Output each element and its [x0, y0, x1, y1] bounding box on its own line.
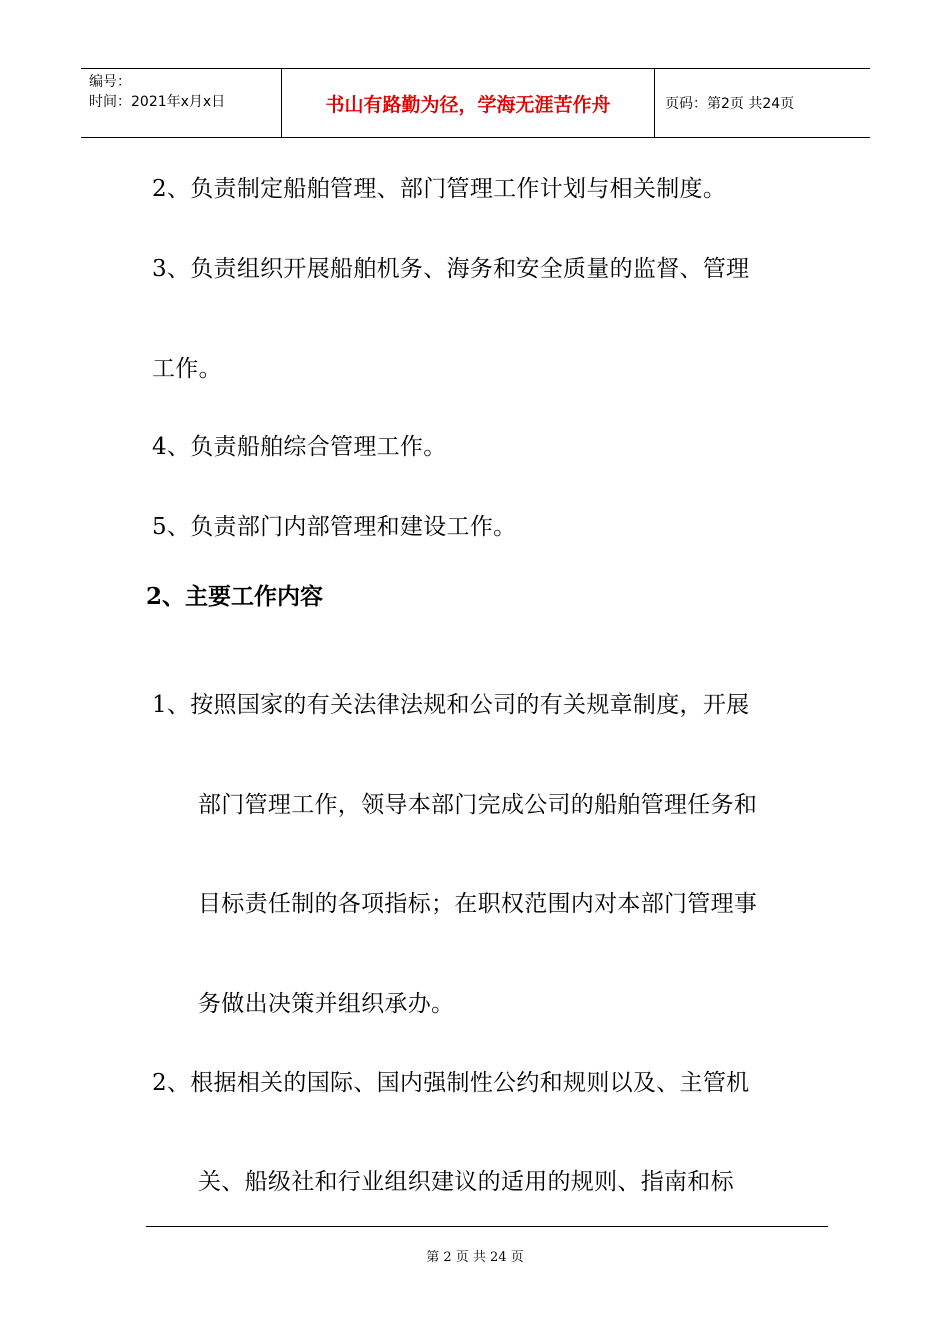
work-item-1-line-3: 目标责任制的各项指标；在职权范围内对本部门管理事: [198, 891, 758, 917]
work-item-2-line-2: 关、船级社和行业组织建议的适用的规则、指南和标: [198, 1169, 734, 1195]
duty-item-3-line-1: 3、负责组织开展船舶机务、海务和安全质量的监督、管理: [152, 256, 750, 282]
header-page-info: 页码：第2页 共24页: [665, 96, 795, 112]
duty-item-5: 5、负责部门内部管理和建设工作。: [152, 514, 517, 540]
footer-divider: [146, 1226, 828, 1227]
document-header: [81, 68, 870, 138]
section-heading: 2、主要工作内容: [146, 583, 324, 610]
duty-item-4: 4、负责船舶综合管理工作。: [152, 434, 447, 460]
duty-item-3-line-2: 工作。: [152, 356, 222, 382]
document-number-label: 编号：: [89, 74, 131, 90]
header-motto: 书山有路勤为径，学海无涯苦作舟: [325, 93, 611, 116]
header-motto-cell: [282, 69, 655, 137]
duty-item-2: 2、负责制定船舶管理、部门管理工作计划与相关制度。: [152, 176, 727, 202]
work-item-2-line-1: 2、根据相关的国际、国内强制性公约和规则以及、主管机: [152, 1070, 750, 1096]
header-meta-cell: [81, 69, 282, 137]
header-page-cell: [655, 69, 870, 137]
footer-page-number: 第 2 页 共 24 页: [426, 1250, 524, 1265]
work-item-1-line-1: 1、按照国家的有关法律法规和公司的有关规章制度，开展: [152, 692, 750, 718]
work-item-1-line-4: 务做出决策并组织承办。: [198, 991, 455, 1017]
document-date: 时间：2021年x月x日: [89, 94, 226, 110]
work-item-1-line-2: 部门管理工作，领导本部门完成公司的船舶管理任务和: [198, 792, 758, 818]
